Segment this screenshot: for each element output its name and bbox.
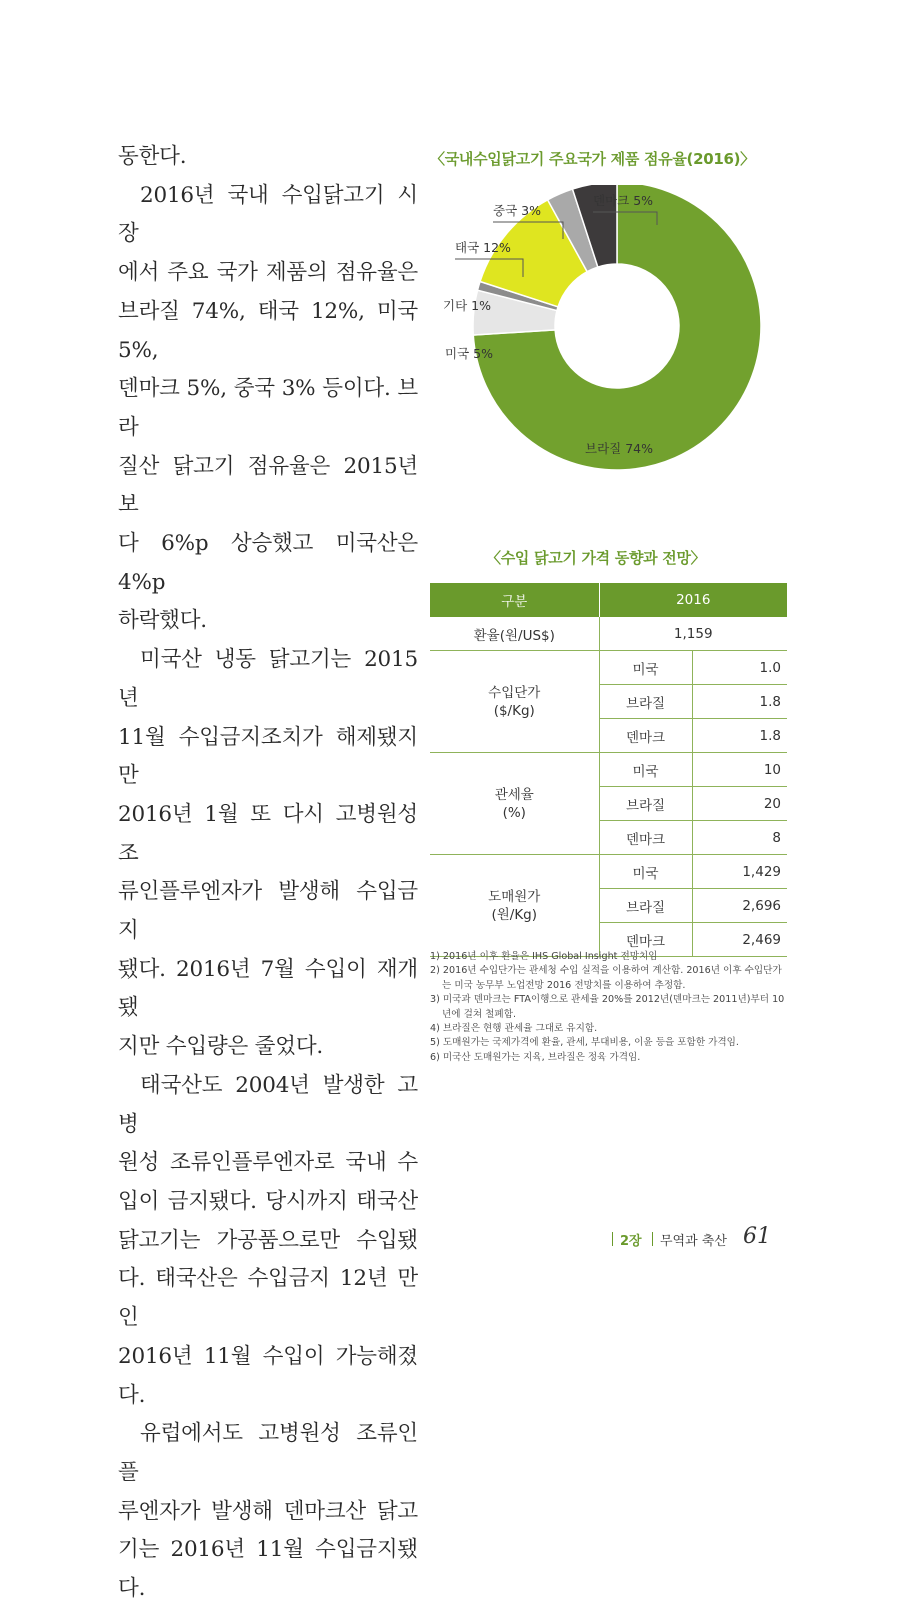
body-text-line: 2016년 11월 수입이 가능해졌다. bbox=[118, 1343, 418, 1408]
body-text-line: 에서 주요 국가 제품의 점유율은 bbox=[118, 260, 418, 286]
exchange-rate-value: 1,159 bbox=[599, 617, 787, 651]
table-row bbox=[430, 651, 787, 685]
category-line: ($/Kg) bbox=[493, 702, 535, 719]
body-text bbox=[118, 138, 418, 1609]
page-number: 61 bbox=[743, 1224, 771, 1249]
body-text-line: 루엔자가 발생해 덴마크산 닭고 bbox=[118, 1498, 418, 1524]
chapter-label: 2장 bbox=[620, 1234, 642, 1249]
body-text-line: 하락했다. bbox=[118, 608, 207, 634]
country-cell: 덴마크 bbox=[599, 923, 692, 957]
category-line: (%) bbox=[502, 804, 526, 821]
body-text-line: 류인플루엔자가 발생해 수입금지 bbox=[118, 879, 418, 944]
exchange-rate-label: 환율(원/US$) bbox=[430, 617, 599, 651]
country-cell: 브라질 bbox=[599, 685, 692, 719]
country-cell: 미국 bbox=[599, 855, 692, 889]
table-caption: 〈수입 닭고기 가격 동향과 전망〉 bbox=[486, 549, 706, 567]
country-cell: 미국 bbox=[599, 651, 692, 685]
slice-label: 중국 3% bbox=[493, 203, 541, 218]
table-row bbox=[430, 855, 787, 889]
body-text-line: 브라질 74%, 태국 12%, 미국 5%, bbox=[118, 298, 418, 363]
value-cell: 20 bbox=[692, 787, 787, 821]
country-cell: 미국 bbox=[599, 753, 692, 787]
value-cell: 2,696 bbox=[692, 889, 787, 923]
value-cell: 1,429 bbox=[692, 855, 787, 889]
body-text-line: 2016년 국내 수입닭고기 시장 bbox=[118, 182, 418, 247]
category-line: 수입단가 bbox=[488, 684, 541, 701]
value-cell: 1.8 bbox=[692, 685, 787, 719]
body-text-line: 원성 조류인플루엔자로 국내 수 bbox=[118, 1150, 418, 1176]
body-text-line: 태국산도 2004년 발생한 고병 bbox=[118, 1072, 418, 1137]
value-cell: 8 bbox=[692, 821, 787, 855]
body-text-line: 2016년 1월 또 다시 고병원성 조 bbox=[118, 801, 418, 866]
footer-separator bbox=[652, 1232, 653, 1246]
body-text-line: 11월 수입금지조치가 해제됐지만 bbox=[118, 724, 418, 789]
country-cell: 덴마크 bbox=[599, 719, 692, 753]
body-text-line: 닭고기는 가공품으로만 수입됐 bbox=[118, 1227, 418, 1253]
page-footer bbox=[600, 1226, 770, 1254]
body-text-line: 다. 태국산은 수입금지 12년 만인 bbox=[118, 1266, 418, 1331]
donut-chart bbox=[425, 185, 795, 535]
category-cell bbox=[430, 651, 599, 753]
footnote: 3) 미국과 덴마크는 FTA이행으로 관세율 20%를 2012년(덴마크는 2011년)부터 10년에 걸쳐 철폐함. bbox=[430, 994, 785, 1020]
body-text-line: 입이 금지됐다. 당시까지 태국산 bbox=[118, 1188, 418, 1214]
body-text-line: 다 6%p 상승했고 미국산은 4%p bbox=[118, 531, 418, 595]
category-line: (원/Kg) bbox=[491, 906, 538, 923]
header-year: 2016 bbox=[599, 583, 787, 617]
category-cell bbox=[430, 753, 599, 855]
country-cell: 덴마크 bbox=[599, 821, 692, 855]
body-text-line: 덴마크 5%, 중국 3% 등이다. 브라 bbox=[118, 376, 418, 440]
body-text-line: 유럽에서도 고병원성 조류인플 bbox=[118, 1421, 418, 1485]
footnote: 6) 미국산 도매원가는 지육, 브라질은 정육 가격임. bbox=[430, 1051, 641, 1063]
category-line: 관세율 bbox=[494, 786, 534, 803]
footnote: 4) 브라질은 현행 관세율 그대로 유지함. bbox=[430, 1023, 598, 1035]
slice-label: 미국 5% bbox=[445, 346, 493, 361]
donut-hole bbox=[555, 264, 679, 388]
category-line: 도매원가 bbox=[488, 888, 541, 905]
footnote: 1) 2016년 이후 환율은 IHS Global Insight 전망치임 bbox=[430, 951, 658, 962]
value-cell: 10 bbox=[692, 753, 787, 787]
body-text-line: 지만 수입량은 줄었다. bbox=[118, 1034, 324, 1060]
chart-caption: 〈국내수입닭고기 주요국가 제품 점유율(2016)〉 bbox=[430, 150, 755, 168]
value-cell: 2,469 bbox=[692, 923, 787, 957]
slice-label: 태국 12% bbox=[455, 240, 511, 255]
value-cell: 1.0 bbox=[692, 651, 787, 685]
footer-separator bbox=[612, 1232, 613, 1246]
category-cell bbox=[430, 855, 599, 957]
table-row bbox=[430, 753, 787, 787]
value-cell: 1.8 bbox=[692, 719, 787, 753]
body-text-line: 됐다. 2016년 7월 수입이 재개됐 bbox=[118, 956, 418, 1021]
slice-label: 브라질 74% bbox=[585, 441, 653, 456]
section-label: 무역과 축산 bbox=[660, 1234, 727, 1249]
country-cell: 브라질 bbox=[599, 787, 692, 821]
country-cell: 브라질 bbox=[599, 889, 692, 923]
footnote: 5) 도매원가는 국제가격에 환율, 관세, 부대비용, 이윤 등을 포함한 가격임. bbox=[430, 1037, 739, 1049]
body-text-line: 동한다. bbox=[118, 144, 187, 169]
body-text-line: 미국산 냉동 닭고기는 2015년 bbox=[118, 647, 418, 711]
body-text-line: 질산 닭고기 점유율은 2015년보 bbox=[118, 453, 418, 518]
body-text-line: 기는 2016년 11월 수입금지됐다. bbox=[118, 1537, 418, 1602]
footnote: 2) 2016년 수입단가는 관세청 수입 실적을 이용하여 계산함. 2016년 이후 수입단가는 미국 농무부 노업전망 2016 전망치를 이용하여 추정함. bbox=[430, 965, 782, 991]
price-table bbox=[430, 583, 787, 957]
slice-label: 기타 1% bbox=[443, 298, 491, 313]
slice-label: 덴마크 5% bbox=[593, 193, 654, 208]
header-category: 구분 bbox=[430, 583, 599, 617]
footnotes bbox=[430, 950, 790, 1065]
